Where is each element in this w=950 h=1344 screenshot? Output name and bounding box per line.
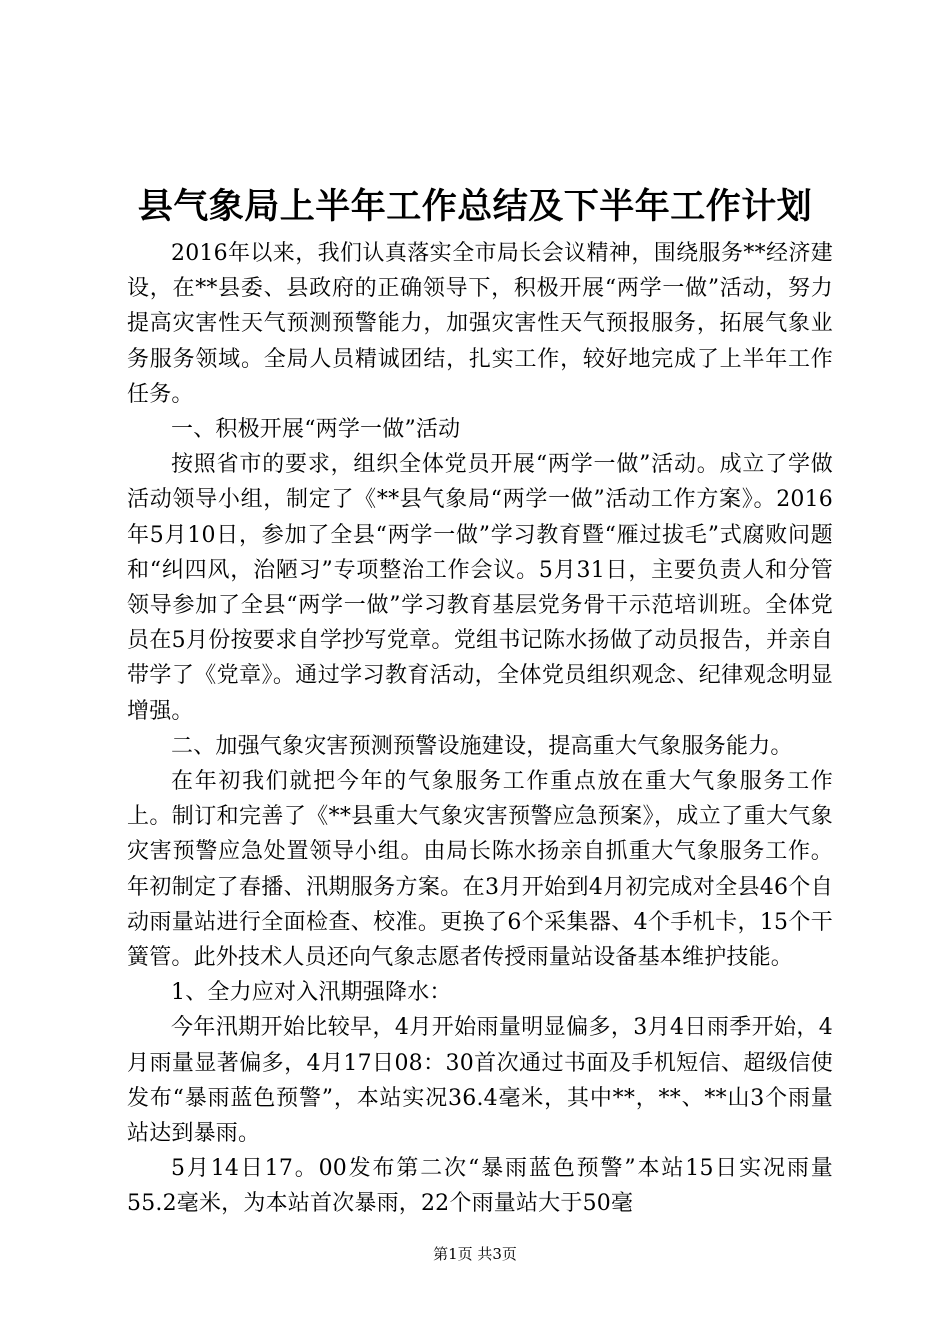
page-footer: 第1页 共3页	[433, 1245, 517, 1263]
paragraph-subsection-1: 今年汛期开始比较早，4月开始雨量明显偏多，3月4日雨季开始，4月雨量显著偏多，4月17日08：30首次通过书面及手机短信、超级信使发布“暴雨蓝色预警”，本站实况36.4毫米，其中**，**、**山3个雨量站达到暴雨。	[127, 1015, 833, 1147]
document-body	[127, 236, 833, 1222]
paragraph-intro: 2016年以来，我们认真落实全市局长会议精神，围绕服务**经济建设，在**县委、县政府的正确领导下，积极开展“两学一做”活动，努力提高灾害性天气预测预警能力，加强灾害性天气预报服务，拓展气象业务服务领域。全局人员精诚团结，扎实工作，较好地完成了上半年工作任务。	[127, 241, 833, 407]
paragraph-section-1: 按照省市的要求，组织全体党员开展“两学一做”活动。成立了学做活动领导小组，制定了《**县气象局“两学一做”活动工作方案》。2016年5月10日，参加了全县“两学一做”学习教育暨“雁过拔毛”式腐败问题和“纠四风，治陋习”专项整治工作会议。5月31日，主要负责人和分管领导参加了全县“两学一做”学习教育基层党务骨干示范培训班。全体党员在5月份按要求自学抄写党章。党组书记陈水扬做了动员报告，并亲自带学了《党章》。通过学习教育活动，全体党员组织观念、纪律观念明显增强。	[127, 452, 833, 724]
document-title: 县气象局上半年工作总结及下半年工作计划	[137, 186, 813, 227]
section-heading-1: 一、积极开展“两学一做”活动	[171, 417, 461, 443]
paragraph-section-2: 在年初我们就把今年的气象服务工作重点放在重大气象服务工作上。制订和完善了《**县重大气象灾害预警应急预案》，成立了重大气象灾害预警应急处置领导小组。由局长陈水扬亲自抓重大气象服务工作。年初制定了春播、汛期服务方案。在3月开始到4月初完成对全县46个自动雨量站进行全面检查、校准。更换了6个采集器、4个手机卡，15个干簧管。此外技术人员还向气象志愿者传授雨量站设备基本维护技能。	[127, 769, 833, 971]
subsection-heading-1: 1、全力应对入汛期强降水：	[171, 980, 452, 1006]
paragraph-subsection-1-cont: 5月14日17。00发布第二次“暴雨蓝色预警”本站15日实况雨量55.2毫米，为本站首次暴雨，22个雨量站大于50毫	[127, 1156, 833, 1217]
section-heading-2: 二、加强气象灾害预测预警设施建设，提高重大气象服务能力。	[171, 733, 793, 759]
